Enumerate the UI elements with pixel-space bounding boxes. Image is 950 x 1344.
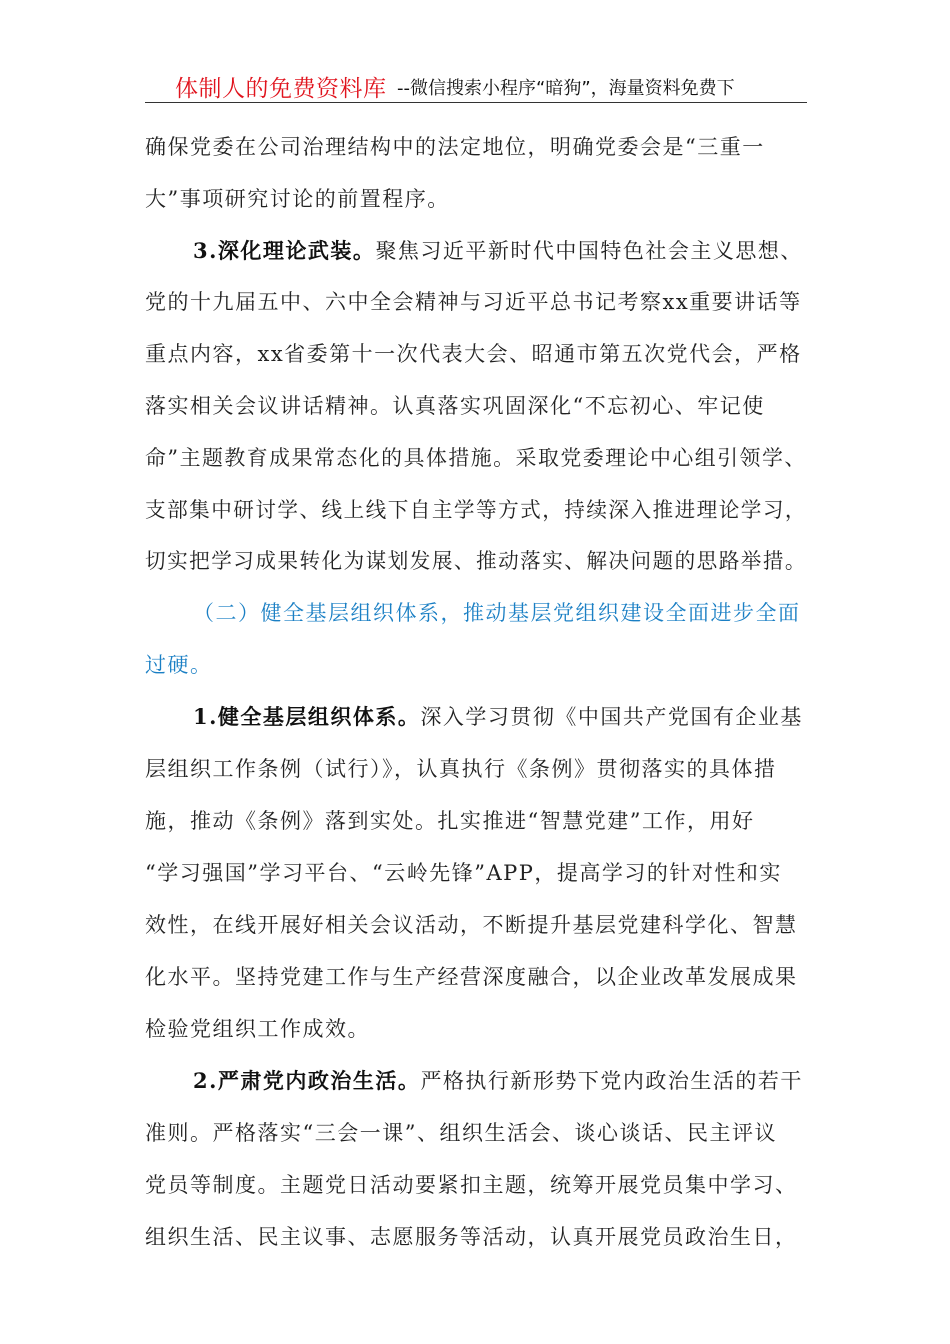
paragraph-line: 施，推动《条例》落到实处。扎实推进“智慧党建”工作，用好 (145, 809, 755, 833)
paragraph-text: 聚焦习近平新时代中国特色社会主义思想、 (375, 239, 803, 263)
paragraph-line: 支部集中研讨学、线上线下自主学等方式，持续深入推进理论学习， (145, 498, 807, 522)
page-header (145, 68, 807, 103)
paragraph-line (193, 236, 803, 266)
subheading: 过硬。 (145, 653, 213, 677)
paragraph-line: 切实把学习成果转化为谋划发展、推动落实、解决问题的思路举措。 (145, 549, 807, 573)
paragraph-line: “学习强国”学习平台、“云岭先锋”APP，提高学习的针对性和实 (145, 861, 782, 885)
paragraph-line: 党员等制度。主题党日活动要紧扣主题，统筹开展党员集中学习、 (145, 1173, 798, 1197)
paragraph-line: 层组织工作条例（试行）》，认真执行《条例》贯彻落实的具体措 (145, 757, 777, 781)
paragraph-text: 严格执行新形势下党内政治生活的若干 (420, 1069, 803, 1093)
brand-title: 体制人的免费资料库 (175, 76, 387, 102)
paragraph-line: 重点内容，xx省委第十一次代表大会、昭通市第五次党代会，严格 (145, 342, 802, 366)
paragraph-line (193, 1066, 803, 1096)
paragraph-line: 效性，在线开展好相关会议活动，不断提升基层党建科学化、智慧 (145, 913, 798, 937)
paragraph-line (193, 702, 803, 732)
paragraph-line: 化水平。坚持党建工作与生产经营深度融合，以企业改革发展成果 (145, 965, 798, 989)
paragraph-line: 党的十九届五中、六中全会精神与习近平总书记考察xx重要讲话等 (145, 290, 802, 314)
subheading: （二）健全基层组织体系，推动基层党组织建设全面进步全面 (193, 601, 801, 625)
paragraph-line: 准则。严格落实“三会一课”、组织生活会、谈心谈话、民主评议 (145, 1121, 777, 1145)
paragraph-line: 检验党组织工作成效。 (145, 1017, 370, 1041)
paragraph-line: 确保党委在公司治理结构中的法定地位，明确党委会是“三重一 (145, 135, 765, 159)
paragraph-line: 落实相关会议讲话精神。认真落实巩固深化“不忘初心、牢记使 (145, 394, 765, 418)
section-title: 2.严肃党内政治生活。 (193, 1068, 421, 1093)
paragraph-line: 大”事项研究讨论的前置程序。 (145, 187, 450, 211)
paragraph-line: 命”主题教育成果常态化的具体措施。采取党委理论中心组引领学、 (145, 446, 807, 470)
section-title: 3.深化理论武装。 (193, 238, 376, 263)
paragraph-line: 组织生活、民主议事、志愿服务等活动，认真开展党员政治生日， (145, 1225, 798, 1249)
header-tagline: --微信搜索小程序“暗狗”，海量资料免费下 (397, 78, 735, 99)
paragraph-text: 深入学习贯彻《中国共产党国有企业基 (420, 705, 803, 729)
section-title: 1.健全基层组织体系。 (193, 704, 421, 729)
